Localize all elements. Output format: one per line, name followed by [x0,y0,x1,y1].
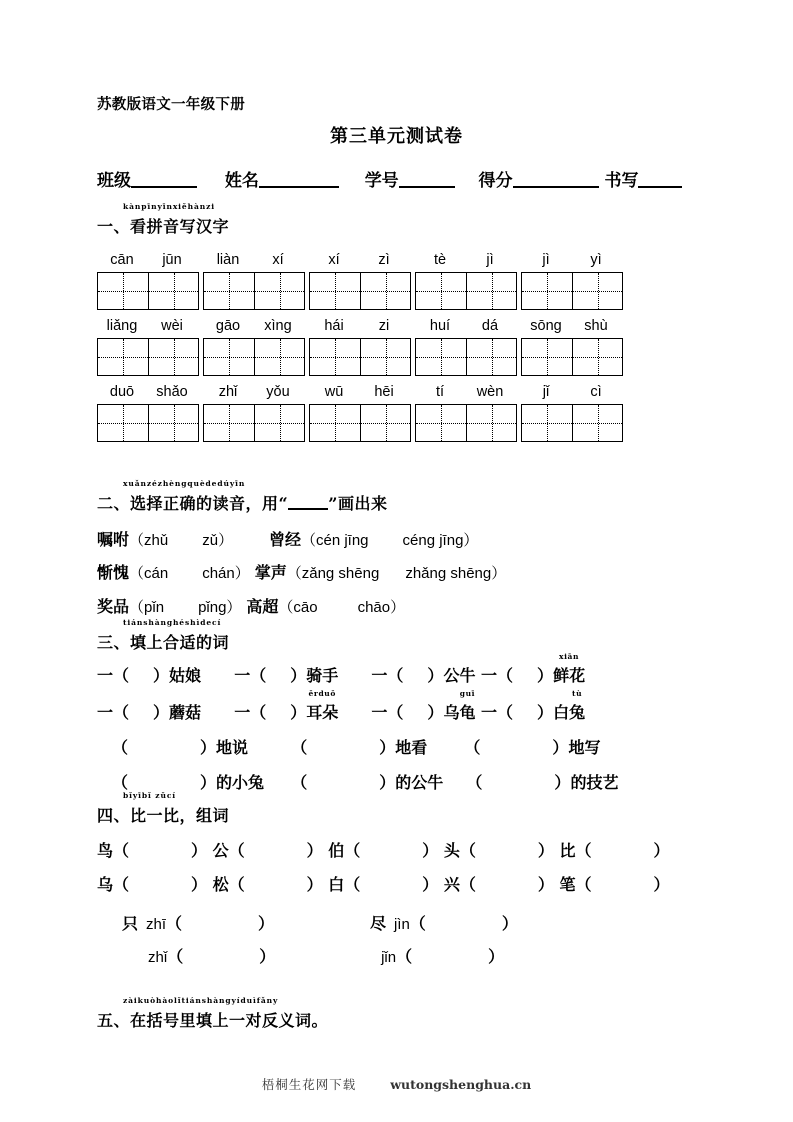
grid-group[interactable] [415,338,517,376]
grid-group[interactable] [97,272,199,310]
grid-cell[interactable] [98,405,148,441]
word-zhangsheng: 掌声 [254,563,287,582]
pinyin-cell: yǒu [266,384,290,400]
compare-item[interactable]: 公（ ） [212,841,323,860]
pinyin-cell: gāo [215,318,241,334]
grid-cell[interactable] [310,405,360,441]
section-2-title: 选择正确的读音，用“ [130,494,289,513]
word-jiangpin: 奖品 [97,597,130,616]
measure-suffix: ） [537,703,554,722]
reading-choice-line-2: 惭愧（cán chán） 掌声（zǎng shēng zhǎng shēng） [97,563,507,582]
footer-site-name: 梧桐生花网下载 [261,1077,357,1092]
measure-noun: 姑娘 [169,666,202,685]
adjective-row [112,770,618,793]
polyphone-char-jin: 尽 [369,914,386,933]
polyphone-reading-jin3[interactable]: jǐn [381,949,397,966]
word-cengjing: 曾经 [268,530,301,549]
field-blank-handwriting[interactable] [638,169,682,188]
adjective-tail: 的技艺 [570,773,619,792]
grid-group[interactable] [415,272,517,310]
field-blank-name[interactable] [259,169,339,188]
pinyin-cell: jì [542,252,550,268]
pinyin-cell: wèn [476,384,504,400]
measure-item[interactable] [234,666,338,685]
polyphone-item[interactable]: 尽 jìn（ ） [369,914,518,933]
paren-close: ） [379,773,396,792]
section-5-ruby: zàikuòhàolǐtiánshàngyíduìfǎny [123,996,279,1005]
word-gaochao: 高超 [246,597,279,616]
section-4-number: 四、 [97,806,131,825]
polyphone-char-zhi: 只 [122,914,139,933]
pinyin-cell: shǎo [156,384,188,400]
option-ping[interactable]: pǐng [198,599,227,616]
section-4-heading [97,791,230,826]
grid-cell[interactable] [466,273,516,309]
ruby-gui: guī [459,689,476,698]
compare-char: 白 [328,875,345,894]
compare-char: 头 [443,841,460,860]
adverb-tail: 地说 [216,738,249,757]
option-zhangsheng[interactable]: zhǎng shēng [405,565,492,582]
option-zhu[interactable]: zhǔ [144,532,169,549]
adverb-item[interactable] [464,738,600,757]
adjective-item[interactable] [466,773,618,792]
paren-close: ） [200,738,217,757]
grid-group[interactable] [521,272,623,310]
pinyin-cell: liǎng [106,318,138,334]
section-1-number: 一、 [97,217,131,236]
grid-cell[interactable] [148,339,198,375]
measure-item[interactable] [371,689,476,722]
ruby-tu: tù [572,689,583,698]
grid-cell[interactable] [360,273,410,309]
compare-item[interactable]: 鸟（ ） [97,841,208,860]
compare-item[interactable]: 乌（ ） [97,875,208,894]
grid-cell[interactable] [416,405,466,441]
grid-group[interactable] [97,338,199,376]
pinyin-cell: tí [435,384,445,400]
option-zu[interactable]: zǔ [202,532,219,549]
paren-open: （ [291,738,308,757]
section-3-title: 填上合适的词 [130,633,230,652]
pinyin-line-3 [97,384,621,400]
adverb-tail: 地写 [568,738,601,757]
grid-group[interactable] [309,404,411,442]
compare-item[interactable]: 头（ ） [443,841,554,860]
measure-word-row-2 [97,689,586,723]
grid-cell[interactable] [254,339,304,375]
measure-suffix: ） [290,666,307,685]
adjective-tail: 的公牛 [395,773,444,792]
grid-cell[interactable] [148,273,198,309]
grid-cell[interactable] [522,273,572,309]
pinyin-cell: xìng [264,318,292,334]
student-info-row [97,166,697,191]
pinyin-cell: wèi [161,318,183,334]
page-title: 第三单元测试卷 [330,126,463,147]
grid-cell[interactable] [416,339,466,375]
grid-cell[interactable] [98,339,148,375]
grid-group[interactable] [521,404,623,442]
reading-choice-line-1: 嘱咐（zhǔ zǔ） 曾经（cén jīng céng jīng） [97,530,479,549]
ruby-erduo: ěrduǒ [308,689,336,698]
word-cankui: 惭愧 [97,563,130,582]
compare-item[interactable]: 比（ ） [559,841,670,860]
measure-prefix: 一（ [97,666,130,685]
grid-cell[interactable] [572,273,622,309]
section-3-heading [97,618,230,653]
paren-open: （ [112,773,129,792]
compare-char: 比 [559,841,576,860]
pinyin-cell: zi [378,318,390,334]
measure-prefix: 一（ [371,703,404,722]
grid-group[interactable] [203,338,305,376]
grid-cell[interactable] [204,405,254,441]
polyphone-row-2 [148,944,504,967]
polyphone-row-1 [122,911,518,934]
grid-cell[interactable] [466,339,516,375]
field-blank-class[interactable] [131,169,197,188]
measure-word-row-1 [97,652,586,686]
pinyin-cell: duō [109,384,135,400]
pinyin-cell: jūn [162,252,182,268]
section-5-number: 五、 [97,1011,131,1030]
measure-noun: 公牛 [443,666,476,685]
measure-prefix: 一（ [371,666,404,685]
section-3-number: 三、 [97,633,131,652]
pinyin-line-2 [97,318,621,334]
measure-suffix: ） [427,666,444,685]
grid-cell[interactable] [522,339,572,375]
pinyin-cell: cān [110,252,134,268]
section-1-title: 看拼音写汉字 [130,217,230,236]
option-cengjing[interactable]: céng jīng [402,532,464,549]
option-can[interactable]: cán [144,565,169,582]
adjective-item[interactable] [291,773,443,792]
section-4-title: 比一比，组词 [130,806,230,825]
field-label-class: 班级 [97,171,131,191]
grid-cell[interactable] [204,339,254,375]
compare-char: 公 [212,841,229,860]
grid-group[interactable] [309,272,411,310]
pinyin-cell: zhǐ [218,384,238,400]
pinyin-cell: jǐ [542,384,550,400]
pinyin-cell: cì [590,384,602,400]
measure-item[interactable] [481,689,586,722]
measure-suffix: ） [290,703,307,722]
grid-cell[interactable] [572,339,622,375]
measure-suffix: ） [153,703,170,722]
polyphone-item[interactable]: jǐn（ ） [381,947,505,966]
grid-cell[interactable] [522,405,572,441]
polyphone-reading-zhi3[interactable]: zhǐ [148,949,168,966]
paren-close: ） [200,773,217,792]
field-blank-score[interactable] [513,169,599,188]
field-label-score: 得分 [478,171,513,191]
section-4-ruby: bǐyībǐ zǔcí [123,791,177,800]
grid-group[interactable] [203,272,305,310]
section-5-title: 在括号里填上一对反义词。 [130,1011,329,1030]
grid-cell[interactable] [360,405,410,441]
field-label-name: 姓名 [224,171,259,191]
adverb-tail: 地看 [395,738,428,757]
polyphone-item[interactable]: zhǐ（ ） [148,947,276,966]
grid-cell[interactable] [204,273,254,309]
section-1-ruby: kànpīnyīnxiěhànzi [123,202,215,211]
pinyin-cell: xí [272,252,284,268]
pinyin-cell: hái [324,318,344,334]
measure-item[interactable] [97,666,201,685]
option-pin[interactable]: pǐn [144,599,165,616]
measure-item[interactable] [234,689,339,722]
measure-prefix: 一（ [234,666,267,685]
grid-cell[interactable] [466,405,516,441]
adjective-tail: 的小兔 [216,773,265,792]
grid-group[interactable] [203,404,305,442]
polyphone-reading-jin4[interactable]: jìn [393,916,410,933]
underline-mark [288,496,328,510]
grid-cell[interactable] [148,405,198,441]
measure-noun: 骑手 [306,666,339,685]
measure-item[interactable] [97,703,201,722]
section-2-ruby: xuǎnzézhèngquèdedúyīn [123,479,246,488]
grid-cell[interactable] [360,339,410,375]
section-2-heading [97,479,388,514]
measure-noun: ěrduǒ 耳朵 [306,689,339,722]
option-chao[interactable]: chāo [357,599,391,616]
compare-item[interactable]: 白（ ） [328,875,439,894]
compare-row-1 [97,838,670,861]
compare-char: 兴 [443,875,460,894]
paren-open: （ [112,738,129,757]
compare-char: 伯 [328,841,345,860]
grid-cell[interactable] [98,273,148,309]
adverb-item[interactable] [112,738,248,757]
grid-cell[interactable] [310,273,360,309]
measure-noun: tù 白兔 [553,689,586,722]
pinyin-cell: xí [328,252,340,268]
pinyin-cell: yì [590,252,602,268]
paren-close: ） [379,738,396,757]
measure-noun: 蘑菇 [169,703,202,722]
pinyin-cell: dá [481,318,499,334]
reading-choice-line-3: 奖品（pǐn pǐng） 高超（cāo chāo） [97,597,406,616]
grid-cell[interactable] [572,405,622,441]
pinyin-cell: huí [429,318,451,334]
grid-cell[interactable] [254,405,304,441]
compare-item[interactable]: 兴（ ） [443,875,554,894]
field-label-handwriting: 书写 [604,171,639,191]
section-5-heading [97,996,329,1031]
compare-row-2 [97,872,670,895]
grid-group[interactable] [415,404,517,442]
paren-open: （ [466,773,483,792]
ruby-xian: xiān [559,652,580,661]
measure-noun: guī 乌龟 [443,689,476,722]
adverb-row [112,735,600,758]
paren-close: ） [552,738,569,757]
measure-item[interactable] [481,652,586,685]
section-2-number: 二、 [97,494,131,513]
measure-item[interactable] [371,666,475,685]
book-edition-label: 苏教版语文一年级下册 [97,97,245,113]
option-chan[interactable]: chán [202,565,235,582]
measure-suffix: ） [427,703,444,722]
footer-url[interactable]: wutongshenghua.cn [390,1077,532,1092]
pinyin-cell: liàn [216,252,240,268]
measure-suffix: ） [537,666,554,685]
compare-char: 松 [212,875,229,894]
compare-item[interactable]: 松（ ） [212,875,323,894]
measure-prefix: 一（ [481,666,514,685]
field-blank-studentid[interactable] [399,169,455,188]
field-label-studentid: 学号 [364,171,399,191]
grid-group[interactable] [97,404,199,442]
word-zhufu: 嘱咐 [97,530,130,549]
pinyin-cell: hēi [374,384,394,400]
option-cenjing[interactable]: cén jīng [315,532,369,549]
pinyin-cell: tè [433,252,447,268]
adjective-item[interactable] [112,773,264,792]
grid-group[interactable] [521,338,623,376]
grid-cell[interactable] [416,273,466,309]
grid-group[interactable] [309,338,411,376]
compare-char: 鸟 [97,841,114,860]
section-2-title-tail: ”画出来 [328,494,388,513]
footer [0,1075,793,1093]
paren-open: （ [291,773,308,792]
measure-prefix: 一（ [97,703,130,722]
option-cao[interactable]: cāo [293,599,318,616]
pinyin-line-1 [97,252,621,268]
pinyin-cell: wū [324,384,344,400]
compare-item[interactable]: 笔（ ） [559,875,670,894]
grid-cell[interactable] [310,339,360,375]
measure-prefix: 一（ [481,703,514,722]
compare-item[interactable]: 伯（ ） [328,841,439,860]
paren-open: （ [464,738,481,757]
pinyin-cell: sōng [530,318,562,334]
pinyin-cell: zì [378,252,390,268]
measure-suffix: ） [153,666,170,685]
polyphone-item[interactable]: 只 zhī（ ） [122,914,275,933]
grid-cell[interactable] [254,273,304,309]
measure-noun: xiān 鲜花 [553,652,586,685]
pinyin-cell: jì [486,252,494,268]
pinyin-cell: shù [584,318,608,334]
section-3-ruby: tiánshànghéshìdecí [123,618,222,627]
section-1-heading [97,202,230,237]
measure-prefix: 一（ [234,703,267,722]
adverb-item[interactable] [291,738,427,757]
option-zangsheng[interactable]: zǎng shēng [301,565,380,582]
paren-close: ） [554,773,571,792]
polyphone-reading-zhi1[interactable]: zhī [146,916,167,933]
compare-char: 笔 [559,875,576,894]
compare-char: 乌 [97,875,114,894]
